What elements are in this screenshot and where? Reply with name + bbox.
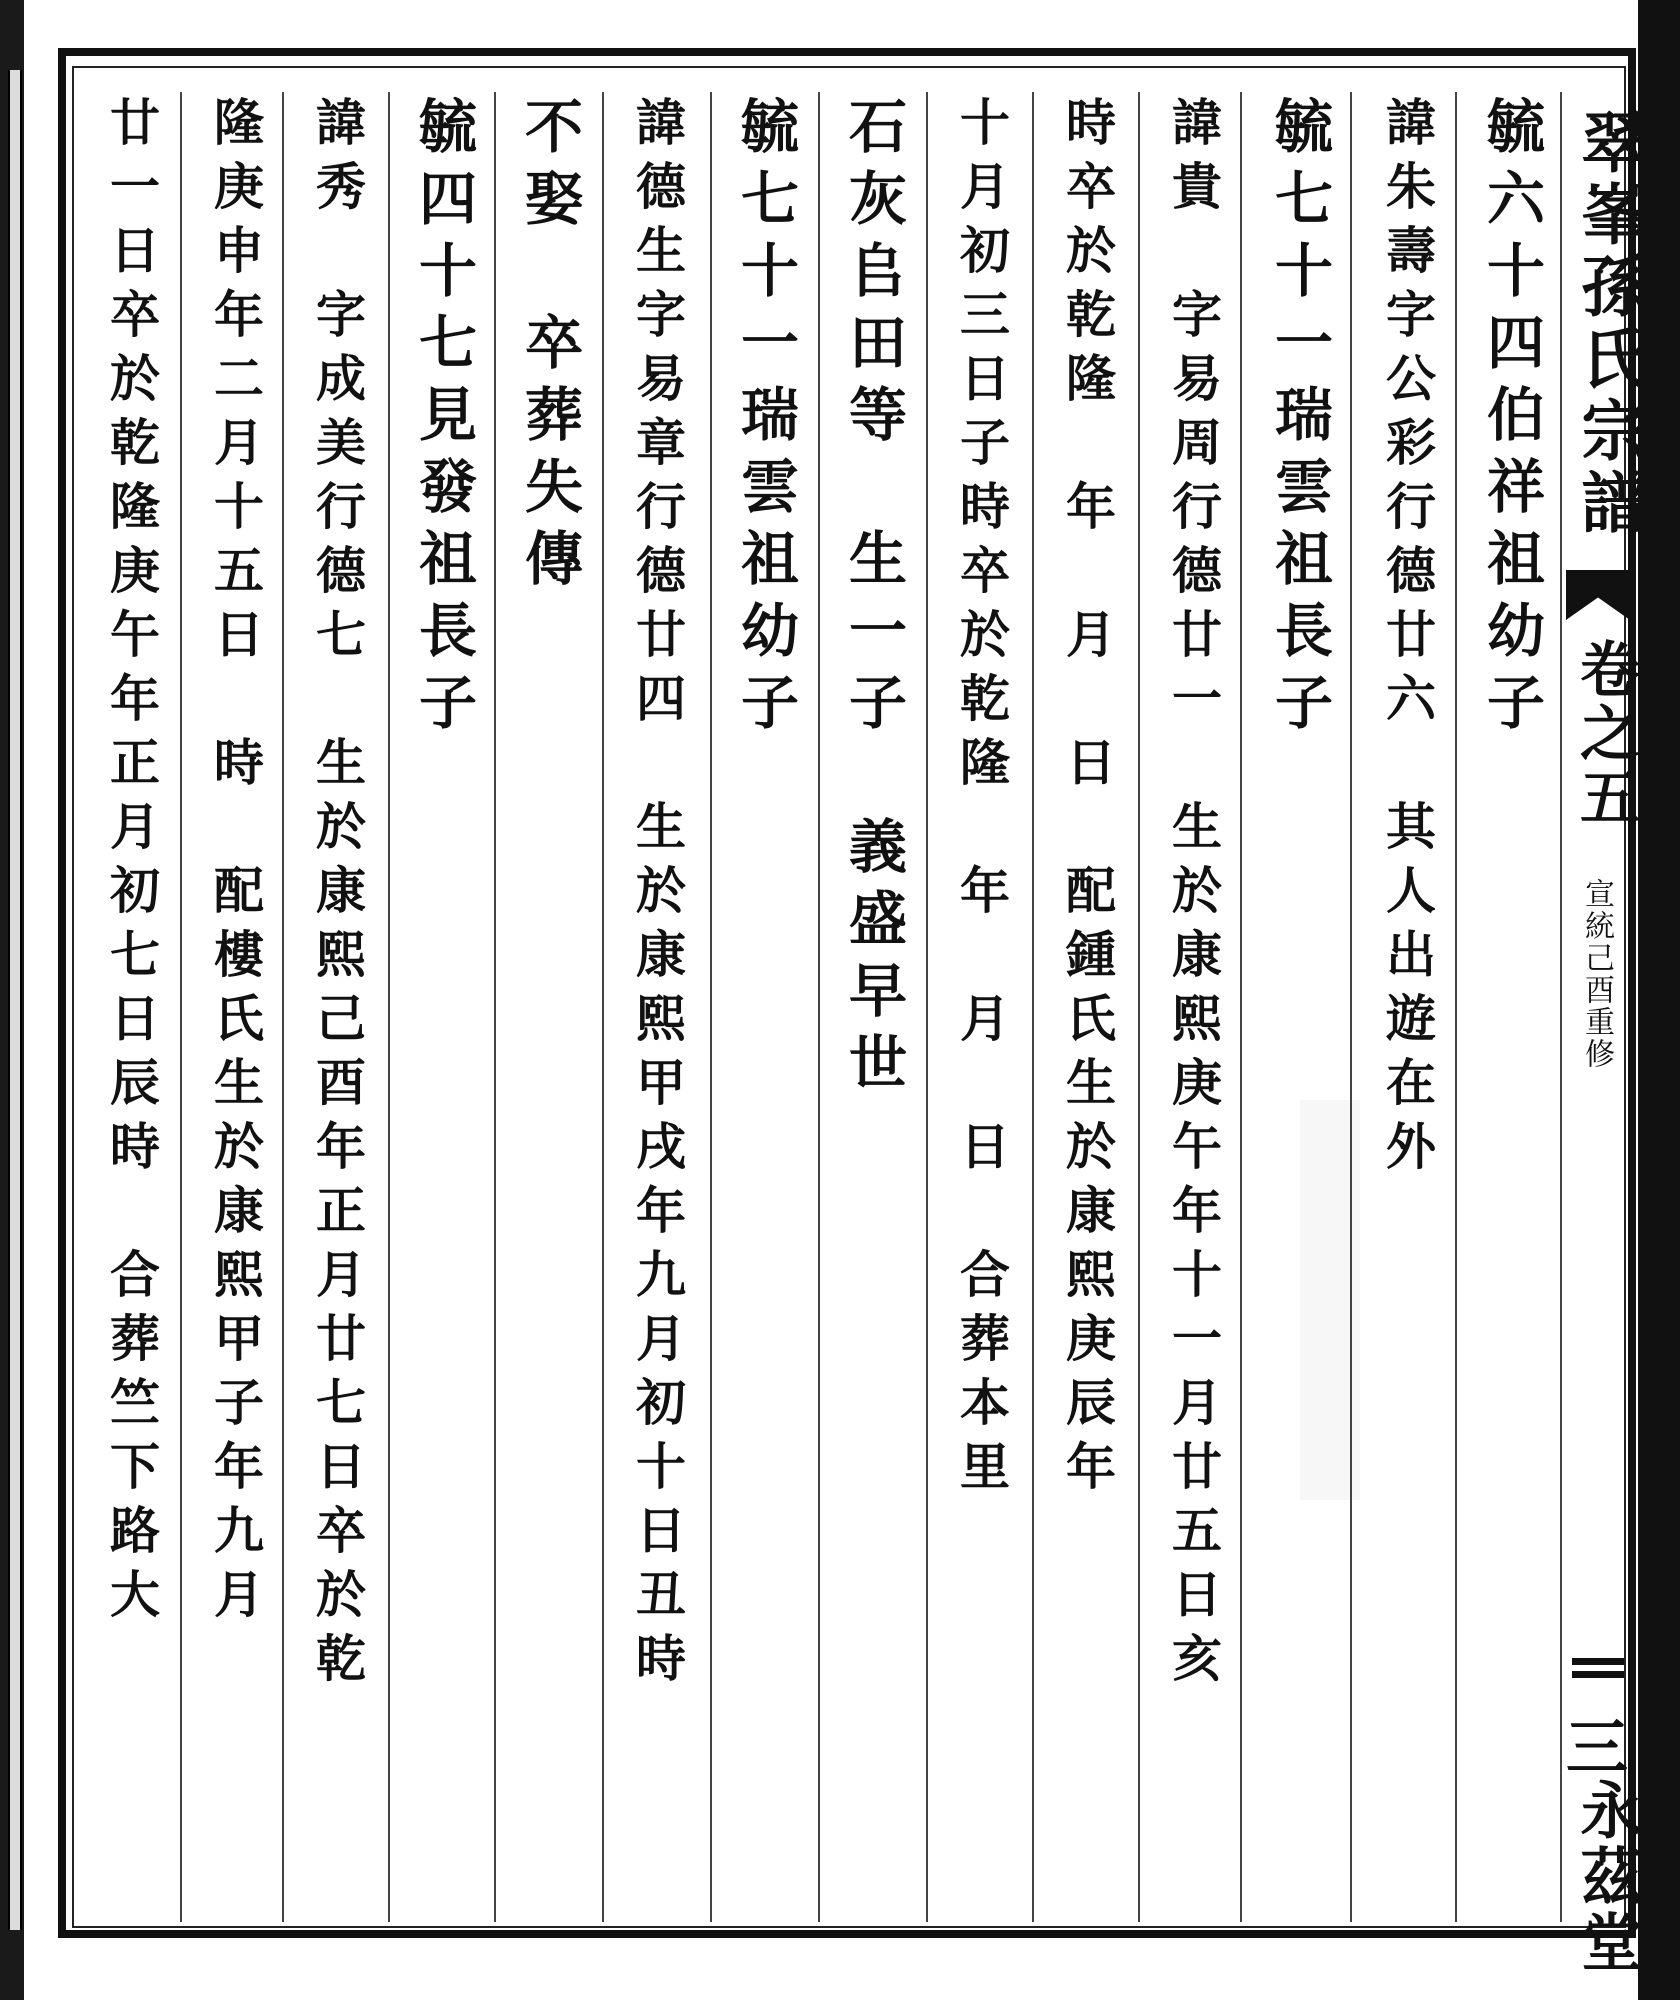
hall-name: 永茲堂 [1570, 1778, 1643, 1976]
genealogy-column: 毓六十四伯祥祖幼子 [1477, 96, 1545, 744]
genealogy-column: 諱朱壽字公彩行德廿六 其人出遊在外 [1378, 96, 1437, 1184]
genealogy-column: 不娶 卒葬失傳 [515, 96, 583, 600]
book-title: 翠峯孫氏宗譜 [1570, 108, 1648, 540]
genealogy-column: 廿一日卒於乾隆庚午年正月初七日辰時 合葬竺下路大 [102, 96, 161, 1632]
edition-note: 宣統己酉重修 [1579, 878, 1614, 1070]
genealogy-column: 毓七十一瑞雲祖幼子 [731, 96, 799, 744]
column-separator [926, 92, 928, 1922]
genealogy-column: 時卒於乾隆 年 月 日 配鍾氏生於康熙庚辰年 [1058, 96, 1117, 1504]
genealogy-column: 諱秀 字成美行德七 生於康熙己酉年正月廿七日卒於乾 [308, 96, 367, 1696]
genealogy-column: 諱貴 字易周行德廿一 生於康熙庚午年十一月廿五日亥 [1164, 96, 1223, 1696]
column-separator [1138, 92, 1140, 1922]
page-number: 三 [1565, 1711, 1628, 1784]
lower-fish-mark [1572, 1658, 1624, 1678]
genealogy-column: 毓四十七見發祖長子 [409, 96, 477, 744]
genealogy-column: 毓七十一瑞雲祖長子 [1265, 96, 1333, 744]
column-separator [710, 92, 712, 1922]
column-separator [818, 92, 820, 1922]
genealogy-column: 石灰𠂤田等 生一子 義盛早世 [839, 96, 907, 1104]
genealogy-column: 隆庚申年二月十五日 時 配樓氏生於康熙甲子年九月 [206, 96, 265, 1632]
column-separator [602, 92, 604, 1922]
column-separator [1032, 92, 1034, 1922]
volume-label: 卷之五 [1570, 638, 1640, 830]
left-page-edge [8, 70, 22, 1930]
column-separator [282, 92, 284, 1922]
genealogy-column: 諱德生字易章行德廿四 生於康熙甲戌年九月初十日丑時 [628, 96, 687, 1696]
column-separator [494, 92, 496, 1922]
left-binding-edge [0, 0, 24, 2000]
column-separator [1240, 92, 1242, 1922]
genealogy-column: 十月初三日子時卒於乾隆 年 月 日 合葬本里 [952, 96, 1011, 1504]
fish-tail-mark [1566, 570, 1630, 620]
title-strip [1560, 78, 1648, 1976]
column-separator [388, 92, 390, 1922]
column-separator [1455, 92, 1457, 1922]
column-separator [180, 92, 182, 1922]
column-separator [1350, 92, 1352, 1922]
